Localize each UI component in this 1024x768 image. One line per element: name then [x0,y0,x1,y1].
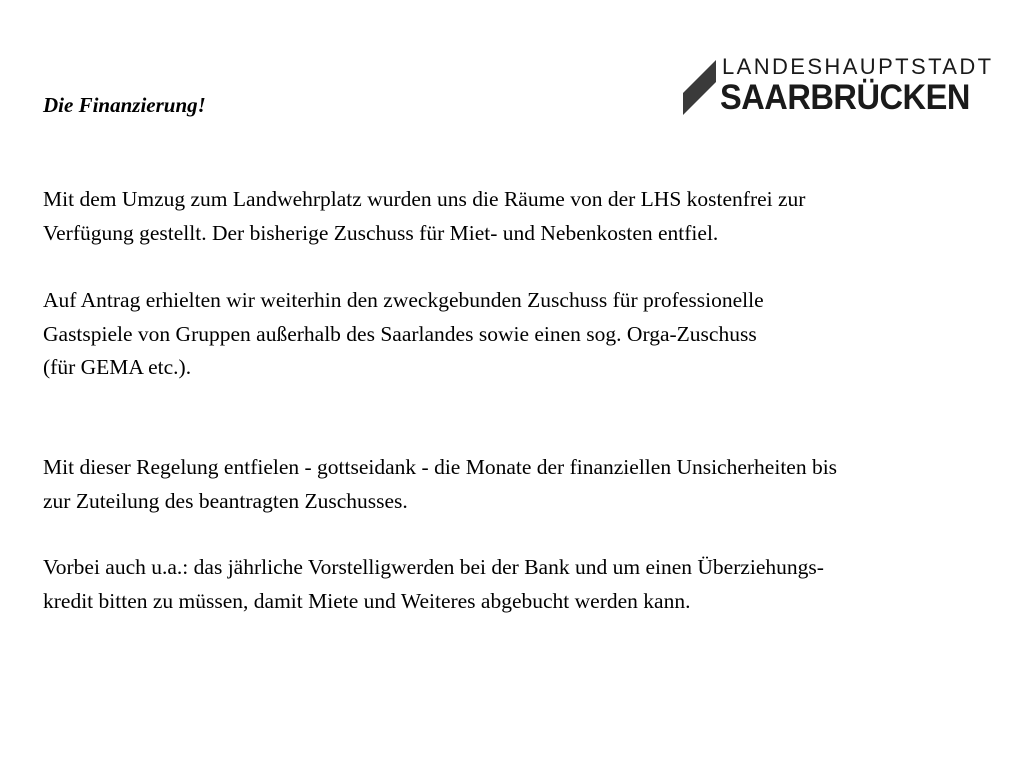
logo-city-prefix: LANDESHAUPTSTADT [722,54,994,79]
paragraph-grants [43,284,764,385]
city-logo [682,54,994,118]
text-line: zur Zuteilung des beantragten Zuschusses. [43,488,408,513]
paragraph-regulation [43,451,837,518]
page-title: Die Finanzierung! [43,93,206,117]
logo-city-name: SAARBRÜCKEN [720,78,970,117]
text-line: Gastspiele von Gruppen außerhalb des Saarlandes sowie einen sog. Orga-Zuschuss [43,321,757,346]
logo-mark-icon [682,56,722,116]
text-line: (für GEMA etc.). [43,355,192,379]
text-line: Mit dieser Regelung entfielen - gottseidank - die Monate der finanziellen Unsicherheiten bis [43,455,838,479]
text-line: Vorbei auch u.a.: das jährliche Vorstelligwerden bei der Bank und um einen Überziehungs- [43,555,824,579]
paragraph-bank [43,551,824,618]
paragraph-rooms [43,183,805,250]
text-line: Auf Antrag erhielten wir weiterhin den zweckgebunden Zuschuss für professionelle [43,288,764,312]
text-line: kredit bitten zu müssen, damit Miete und Weiteres abgebucht werden kann. [43,588,691,613]
text-line: Mit dem Umzug zum Landwehrplatz wurden uns die Räume von der LHS kostenfrei zur [43,187,806,211]
text-line: Verfügung gestellt. Der bisherige Zuschuss für Miet- und Nebenkosten entfiel. [43,220,719,245]
